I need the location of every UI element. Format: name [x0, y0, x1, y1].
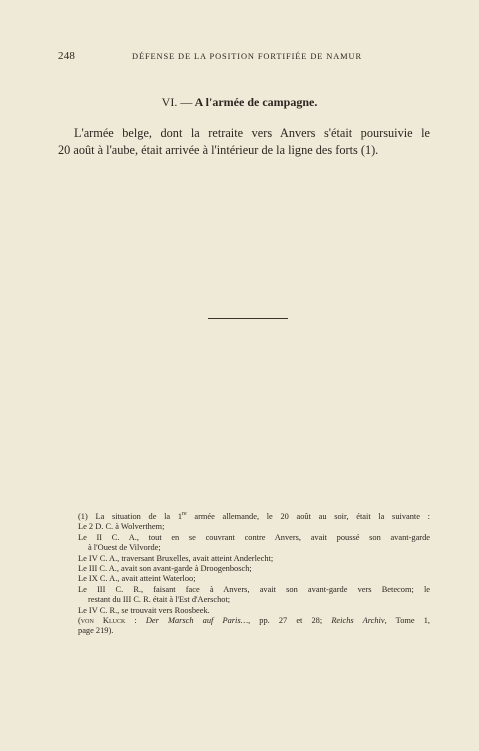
footnote-source-open: (	[78, 616, 81, 626]
footnote-superscript: re	[182, 511, 187, 518]
footnote-item: Le IX C. A., avait atteint Waterloo;	[78, 574, 196, 584]
footnote-intro-text-end: armée allemande, le 20 août au soir, était la suivante :	[186, 512, 430, 521]
footnote-intro-text: (1) La situation de la 1	[78, 512, 183, 521]
section-divider	[208, 318, 288, 319]
footnote-source	[78, 616, 430, 626]
footnote-item: Le IV C. A., traversant Bruxelles, avait atteint Anderlecht;	[78, 553, 274, 563]
body-paragraph	[58, 125, 430, 159]
footnote-source-author: von Kluck	[80, 616, 126, 626]
section-numeral: VI. —	[161, 95, 193, 109]
footnote	[78, 512, 430, 637]
footnote-source-page: page 219).	[78, 626, 114, 636]
page-number: 248	[58, 50, 76, 62]
body-line: L'armée belge, dont la retraite vers Anvers s'était poursuivie le	[74, 126, 430, 140]
section-heading	[0, 95, 479, 110]
footnote-source-work: Der Marsch auf Paris…	[145, 616, 249, 626]
footnote-intro	[78, 512, 430, 522]
section-title: A l'armée de campagne.	[194, 95, 318, 109]
footnote-item: Le 2 D. C. à Wolverthem;	[78, 522, 165, 532]
footnote-item: à l'Ouest de Vilvorde;	[88, 543, 161, 553]
body-line: 20 août à l'aube, était arrivée à l'intérieur de la ligne des forts (1).	[58, 143, 379, 157]
footnote-source-pages: , pp. 27 et 28;	[248, 616, 332, 626]
footnote-source-sep: :	[125, 616, 146, 626]
footnote-item: restant du III C. R. était à l'Est d'Aerschot;	[88, 595, 231, 605]
footnote-source-work: Reichs Archiv	[331, 616, 385, 626]
footnote-item: Le III C. R., faisant face à Anvers, avait son avant-garde vers Betecom; le	[78, 584, 430, 594]
footnote-item: Le II C. A., tout en se couvrant contre Anvers, avait poussé son avant-garde	[78, 532, 430, 542]
footnote-item: Le III C. A., avait son avant-garde à Droogenbosch;	[78, 564, 252, 574]
running-head: DÉFENSE DE LA POSITION FORTIFIÉE DE NAMUR	[132, 52, 362, 61]
footnote-source-tome: , Tome 1,	[384, 616, 430, 626]
footnote-item: Le IV C. R., se trouvait vers Roosbeek.	[78, 605, 210, 615]
